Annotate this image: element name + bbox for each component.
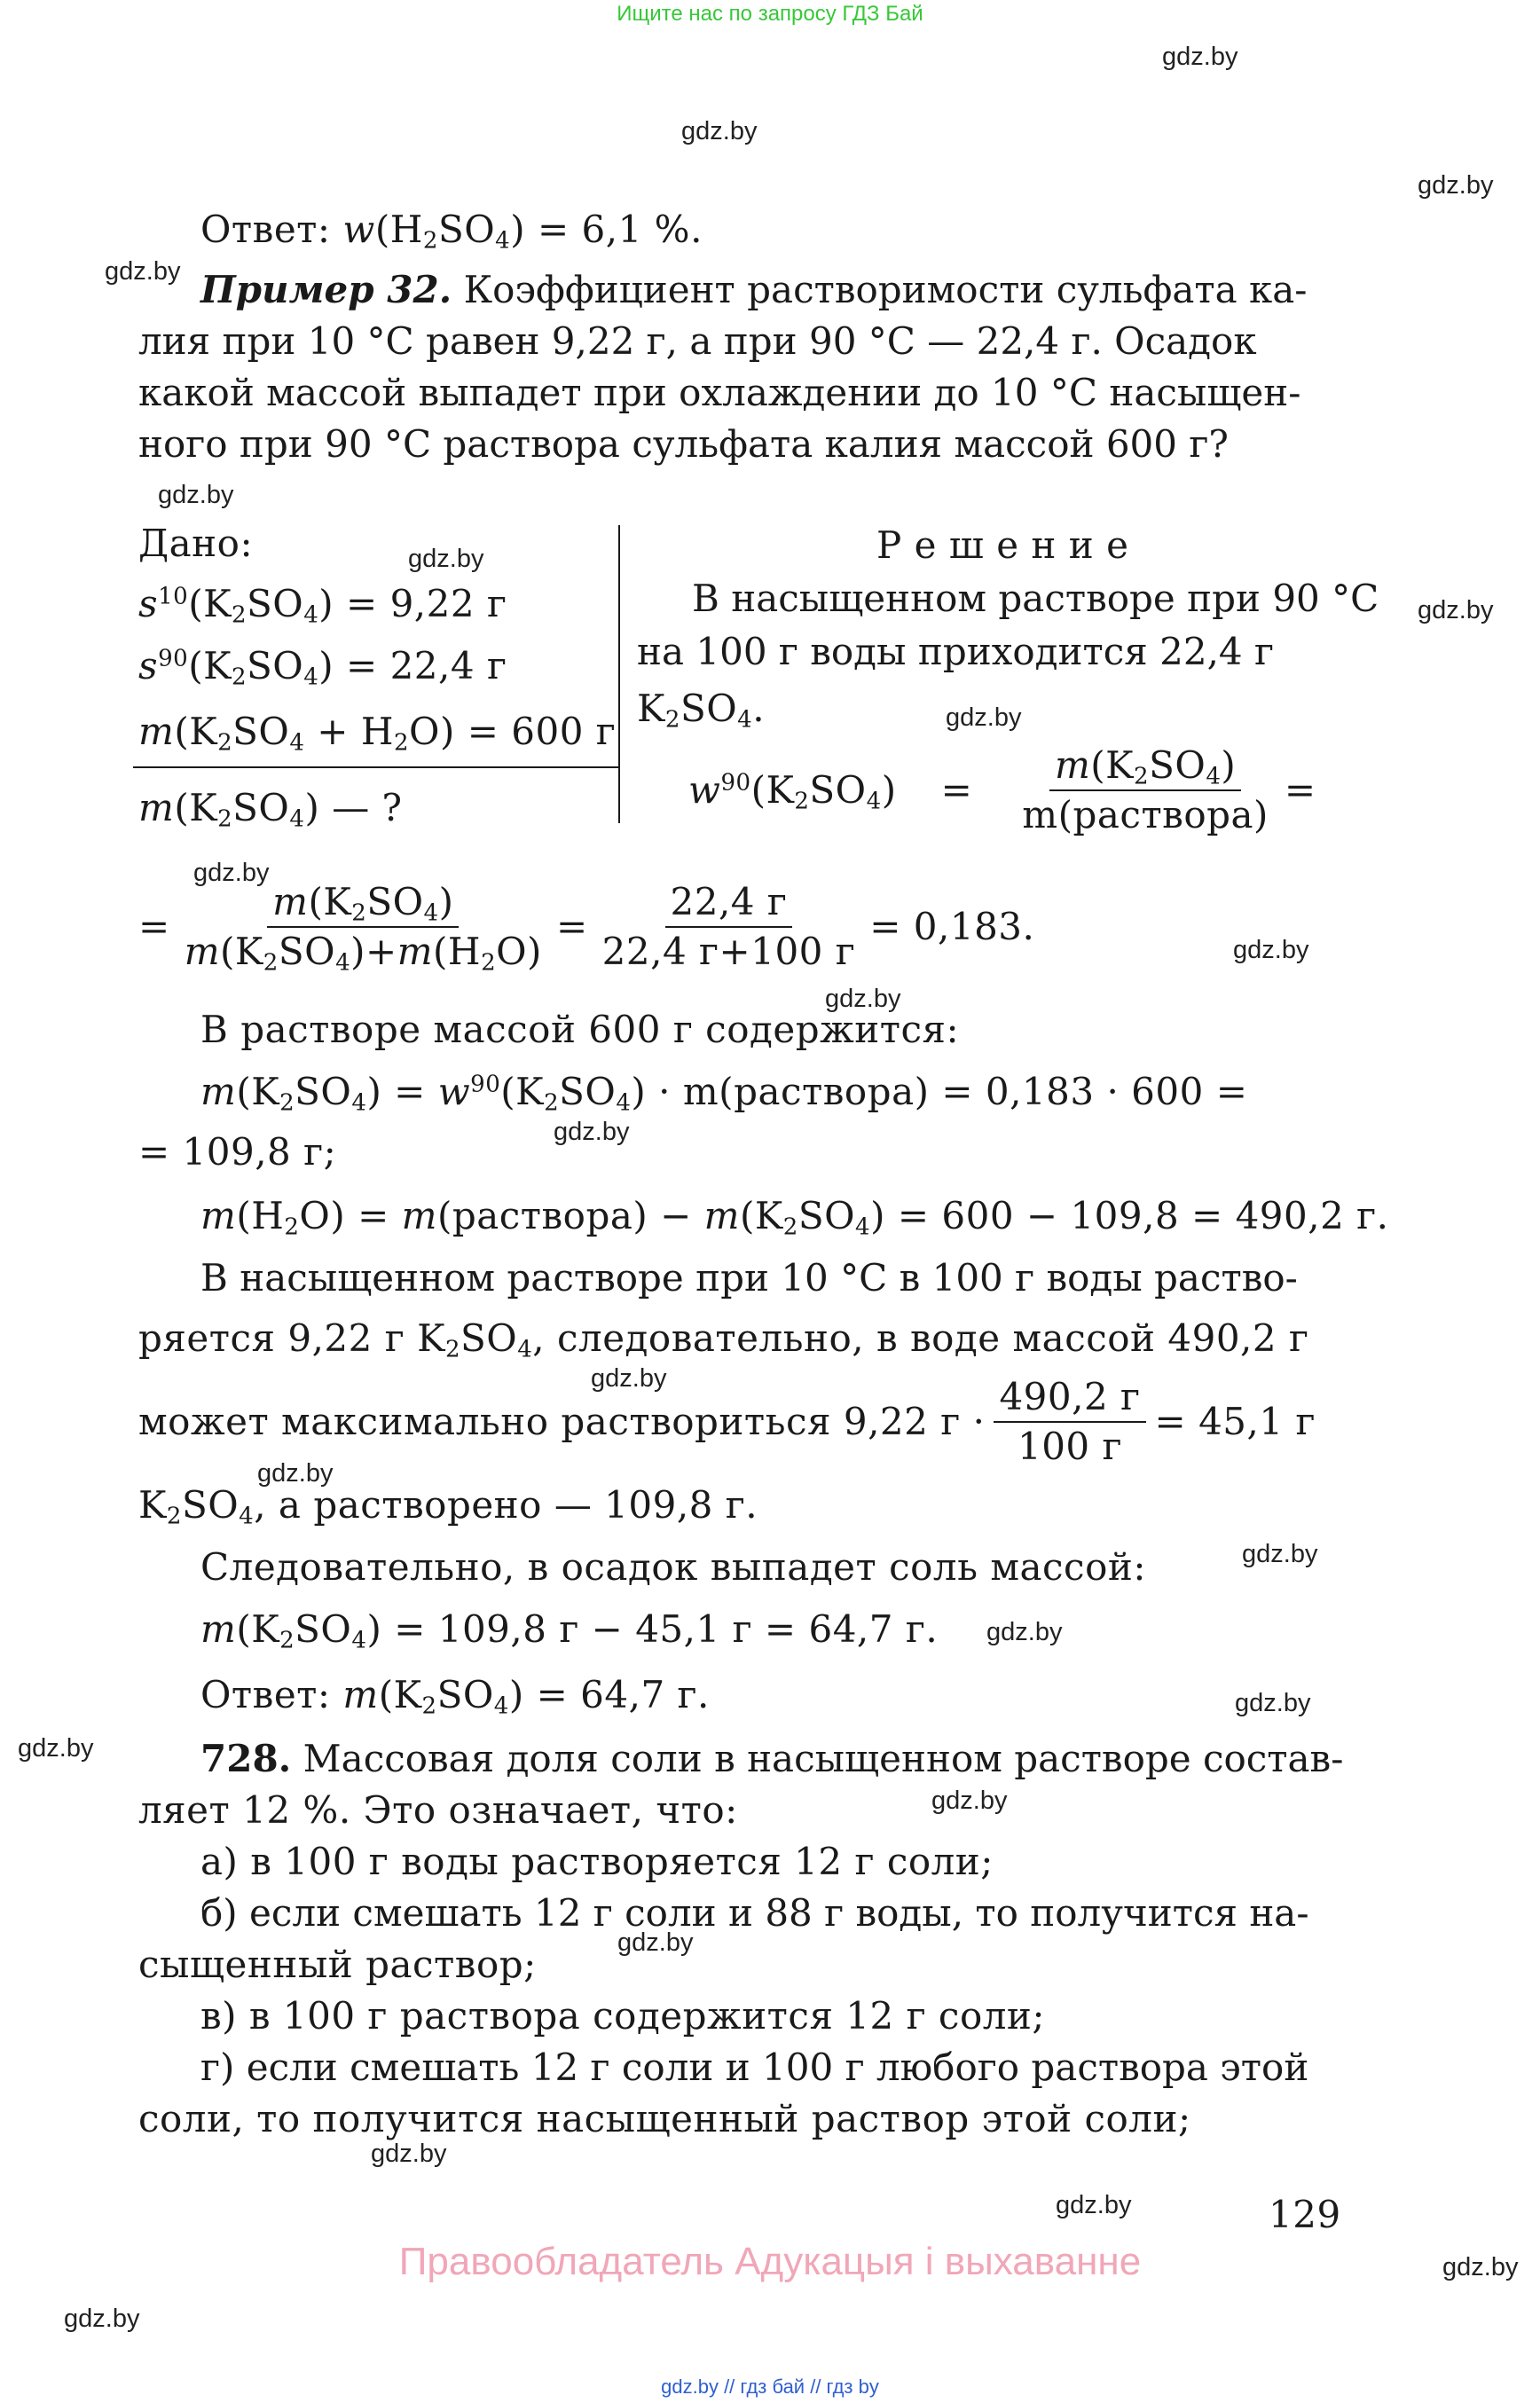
watermark: gdz.by [946,703,1022,732]
solution-title: Р е ш е н и е [876,523,1129,567]
watermark: gdz.by [18,1734,94,1763]
given-title: Дано: [138,522,254,565]
watermark: gdz.by [1233,936,1309,964]
watermark: gdz.by [591,1364,667,1393]
watermark: gdz.by [1442,2253,1519,2281]
previous-answer: Ответ: $w(H_2SO_4) = 6,1$ %. [200,208,703,255]
watermark: gdz.by [1056,2191,1132,2219]
watermark: gdz.by [371,2140,447,2168]
w90-formula: $w^{90}(K_2SO_4)$ = $\frac{m(K_2SO_4)}{\text{m(раствора)}}$ = [688,743,1316,836]
para1-line-1: В насыщенном растворе при 10 °С в 100 г воды раство- [200,1256,1298,1300]
solution-line-600: В растворе массой 600 г содержится: [200,1008,960,1051]
watermark: gdz.by [1235,1689,1311,1717]
task728-line-1: 728. Массовая доля соли в насыщенном растворе состав- [200,1737,1344,1780]
example-line-2: лия при 10 °С равен 9,22 г, а при 90 °С — 22,4 г. Осадок [138,319,1257,363]
page-number: 129 [1269,2193,1341,2236]
solution-intro-3: $K_2SO_4$. [637,687,766,734]
top-banner: Ищите нас по запросу ГДЗ Бай [617,2,923,26]
solution-intro-1: В насыщенном растворе при 90 °С [692,577,1379,620]
calc-precipitate: $m(K_2SO_4) = 109,8$ г − 45,1 г = 64,7 г. [200,1607,939,1654]
solution-intro-2: на 100 г воды приходится 22,4 г [637,630,1274,673]
task728-line-2: ляет 12 %. Это означает, что: [138,1788,738,1832]
calc-mass-k2so4-result: = 109,8 г; [138,1130,337,1174]
given-divider [133,766,619,768]
para1-line-2: ряется 9,22 г $K_2SO_4$, следовательно, в воде массой 490,2 г [138,1316,1309,1363]
task728-option-a: а) в 100 г воды растворяется 12 г соли; [200,1840,994,1883]
example-line-4: ного при 90 °С раствора сульфата калия массой 600 г? [138,422,1229,466]
para1-line-3: может максимально раствориться 9,22 г · $\frac{490,2 г}{100 г}$ = 45,1 г [138,1375,1316,1468]
watermark: gdz.by [681,117,758,145]
given-separator [618,525,620,823]
w90-fraction: $\frac{m(K_2SO_4)}{\text{m(раствора)}}$ [1022,743,1269,836]
example-line-3: какой массой выпадет при охлаждении до 10 °С насыщен- [138,371,1301,414]
watermark: gdz.by [1418,596,1494,624]
para1-line-4: $K_2SO_4$, а растворено — 109,8 г. [138,1483,758,1530]
calc-mass-water: $m(H_2O)$ = m(раствора) − $m(K_2SO_4) = 600 - 109,8 = 490,2$ г. [200,1194,1389,1241]
task728-option-d-2: соли, то получится насыщенный раствор этой соли; [138,2097,1191,2140]
given-s10: $s^{10}(K_2SO_4) = 9,22$ г [138,582,507,629]
task728-option-b-1: б) если смешать 12 г соли и 88 г воды, то получится на- [200,1891,1309,1935]
w90-computation: = $\frac{m(K_2SO_4)}{m(K_2SO_4)+m(H_2O)}$ = $\frac{22,4 г}{22,4 г+100 г}$ = 0,183. [138,880,1035,977]
rights-holder-notice: Правообладатель Адукацыя і выхаванне [398,2240,1142,2283]
watermark: gdz.by [64,2305,140,2333]
watermark: gdz.by [1418,171,1494,200]
calc-mass-k2so4: $m(K_2SO_4) = w^{90}(K_2SO_4)$ · m(раствора) = 0,183 · 600 = [200,1070,1248,1117]
bottom-banner: gdz.by // гдз бай // гдз by [661,2376,879,2398]
solution-answer: Ответ: $m(K_2SO_4) = 64,7$ г. [200,1673,710,1720]
task728-option-b-2: сыщенный раствор; [138,1943,537,1986]
task728-option-c: в) в 100 г раствора содержится 12 г соли; [200,1994,1046,2038]
watermark: gdz.by [1242,1540,1318,1568]
given-find: $m(K_2SO_4)$ — ? [138,786,403,833]
given-s90: $s^{90}(K_2SO_4) = 22,4$ г [138,644,507,691]
para2: Следовательно, в осадок выпадет соль массой: [200,1545,1147,1589]
watermark: gdz.by [825,985,901,1013]
watermark: gdz.by [158,481,234,509]
watermark: gdz.by [193,859,270,887]
watermark: gdz.by [617,1928,694,1957]
given-mass: $m(K_2SO_4 + H_2O) = 600$ г [138,710,617,757]
example-line-1: Пример 32. Коэффициент растворимости сульфата ка- [200,268,1308,311]
watermark: gdz.by [105,257,181,286]
watermark: gdz.by [1162,43,1238,71]
watermark: gdz.by [408,545,484,573]
watermark: gdz.by [257,1459,334,1488]
watermark: gdz.by [554,1118,630,1146]
task728-option-d-1: г) если смешать 12 г соли и 100 г любого раствора этой [200,2046,1309,2089]
watermark: gdz.by [986,1618,1063,1646]
watermark: gdz.by [931,1787,1008,1815]
